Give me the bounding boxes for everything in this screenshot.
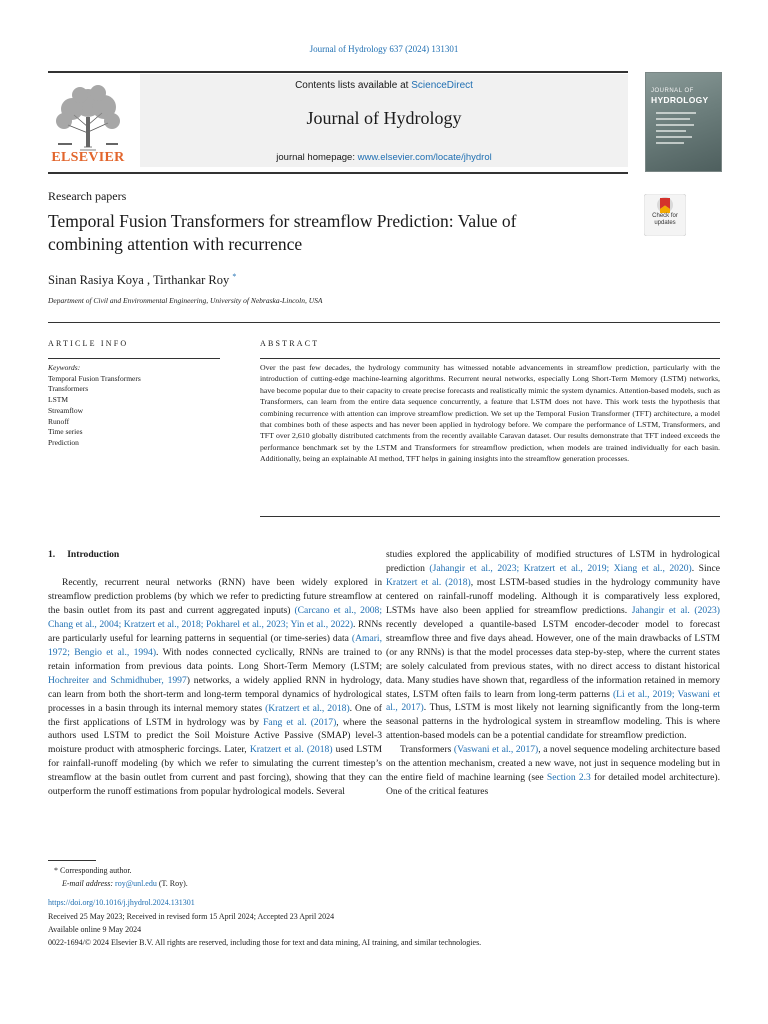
body-text-run: . One of the first applications of LSTM in hydrology was by bbox=[48, 702, 382, 728]
cover-decoration bbox=[656, 130, 686, 132]
cover-decoration bbox=[656, 142, 684, 144]
body-text-run: . RNNs are particularly useful for learning patterns in sequential (or time-series) data bbox=[48, 618, 382, 644]
journal-citation-link[interactable]: Journal of Hydrology 637 (2024) 131301 bbox=[309, 44, 459, 54]
journal-cover-image[interactable] bbox=[645, 72, 722, 172]
body-column-right bbox=[386, 548, 720, 799]
abstract-heading: ABSTRACT bbox=[260, 339, 320, 348]
doi-link[interactable]: https://doi.org/10.1016/j.jhydrol.2024.131301 bbox=[48, 898, 195, 907]
citation-link[interactable]: (Kratzert et al., 2018) bbox=[265, 702, 350, 714]
cover-decoration bbox=[656, 118, 690, 120]
article-section-label: Research papers bbox=[48, 189, 127, 203]
elsevier-wordmark: ELSEVIER bbox=[51, 150, 125, 165]
corresponding-author-mark[interactable]: * bbox=[232, 272, 237, 281]
contents-prefix: Contents lists available at bbox=[295, 80, 412, 91]
citation-link[interactable]: (Li et al., 2019; Vaswani et al., 2017) bbox=[386, 688, 720, 714]
contents-line bbox=[140, 80, 628, 91]
keyword-item: Transformers bbox=[48, 384, 89, 394]
citation-link[interactable]: Kratzert et al. (2018) bbox=[386, 576, 471, 588]
keywords-list bbox=[48, 363, 228, 449]
citation-link[interactable]: (Amari, 1972; Bengio et al., 1994) bbox=[48, 632, 382, 658]
citation-link[interactable]: Hochreiter and Schmidhuber, 1997 bbox=[48, 674, 187, 686]
keyword-item: Time series bbox=[48, 427, 83, 437]
body-text-run: used LSTM for rainfall-runoff modeling (by which we refer to simulating the current timestep’s streamflow at the basin outlet from current and past forcing), showing that they can outperform the runoff estimations from popular hydrological models. Several bbox=[48, 744, 382, 798]
abstract-text: Over the past few decades, the hydrology community has witnessed notable advancements in streamflow prediction, particularly with the introduction of cutting-edge machine-learning algorithms. Recurrent neural networks, especially Long Short-Term Memory (LSTM) networks, have become popular due to their capacity to create precise forecasts and realistically mimic the system dynamics. Attention-based models, such as Transformers, can learn from the entire data sequence concurrently, a feature that LSTM does not have. This work tests the hypothesis that combining recurrence with attention can improve streamflow prediction. We set up the Temporal Fusion Transformer (TFT) architecture, a model that combines both of these aspects and has never been applied in hydrology before. We compare the performance of LSTM, Transformers, and TFT over 2,610 globally distributed catchments from the recently available Caravan dataset. Our results demonstrate that TFT indeed exceeds the performance benchmark set by the LSTM and Transformers for streamflow prediction, when models are trained individually for each basin. Additionally, being an explainable AI method, TFT helps in gaining insights into the streamflow generation processes. bbox=[260, 363, 720, 464]
available-online-date: Available online 9 May 2024 bbox=[48, 925, 142, 934]
sciencedirect-link[interactable]: ScienceDirect bbox=[411, 80, 473, 91]
abstract-rule bbox=[260, 358, 720, 359]
introduction-heading bbox=[48, 549, 131, 560]
keywords-label: Keywords: bbox=[48, 363, 81, 372]
body-text-run: , a novel sequence modeling architecture based on the attention mechanism, created a new wave, not just in sequence modeling but in the entire field of machine learning (see bbox=[386, 744, 720, 784]
crossmark-label: Check for updates bbox=[652, 213, 678, 226]
citation-link[interactable]: Kratzert et al. (2018) bbox=[249, 744, 333, 756]
cover-decoration bbox=[656, 112, 696, 114]
citation-link[interactable]: Fang et al. (2017) bbox=[263, 716, 337, 728]
article-title bbox=[48, 210, 618, 256]
keyword-item: LSTM bbox=[48, 395, 69, 405]
section-number: 1. bbox=[48, 549, 56, 560]
article-title-line-2: combining attention with recurrence bbox=[48, 234, 303, 254]
article-info-rule bbox=[48, 358, 220, 359]
homepage-line bbox=[140, 152, 628, 163]
abstract-bottom-rule bbox=[260, 516, 720, 517]
body-paragraph bbox=[386, 743, 720, 799]
corresponding-author-note bbox=[54, 866, 132, 875]
article-title-line-1: Temporal Fusion Transformers for streamflow Prediction: Value of bbox=[48, 211, 517, 231]
author-names: Sinan Rasiya Koya , Tirthankar Roy bbox=[48, 273, 230, 288]
body-text-run: Recently, recurrent neural networks (RNN) have been widely explored in streamflow prediction problems (by which we refer to predicting future streamflow at the basin outlet from its past and current aggregated inputs) bbox=[48, 577, 382, 616]
keyword-item: Streamflow bbox=[48, 405, 83, 415]
body-paragraph bbox=[386, 548, 720, 743]
keyword-item: Runoff bbox=[48, 416, 70, 426]
body-paragraph bbox=[48, 576, 382, 799]
cover-title-main: HYDROLOGY bbox=[651, 95, 709, 105]
section-title: Introduction bbox=[67, 549, 120, 560]
citation-link[interactable]: (Jahangir et al., 2023; Kratzert et al., 2019; Xiang et al., 2020) bbox=[429, 562, 692, 574]
footnote-rule bbox=[48, 860, 96, 861]
keyword-item: Prediction bbox=[48, 437, 79, 447]
homepage-prefix: journal homepage: bbox=[276, 152, 358, 163]
journal-title: Journal of Hydrology bbox=[306, 108, 462, 128]
section-divider bbox=[48, 322, 720, 323]
header-rule-bottom bbox=[48, 172, 628, 174]
citation-link[interactable]: Section 2.3 bbox=[546, 772, 591, 784]
body-text-run: . With nodes connected cyclically, RNNs are trained to retain information from previous data points. Long Short-Term Memory (LSTM; bbox=[48, 646, 383, 672]
journal-homepage-link[interactable]: www.elsevier.com/locate/jhydrol bbox=[357, 152, 492, 163]
citation-link[interactable]: (Vaswani et al., 2017) bbox=[453, 744, 539, 756]
keyword-item: Temporal Fusion Transformers bbox=[48, 373, 141, 383]
email-note bbox=[62, 879, 188, 888]
footnote-text: Corresponding author. bbox=[60, 866, 132, 875]
body-text-run: , where the authors used LSTM to predict the Soil Moisture Active Passive (SMAP) level-3 moisture product with atmospheric forcings. Later, bbox=[48, 716, 382, 756]
body-text-run: recently developed a quantile-based LSTM encoder-decoder model to forecast streamflow three and five days ahead. However, one of the main drawbacks of LSTM (or any RNNs) is that the model processes data step-by-step, where the current states are solely calculated from previous states, with no direct access to distant historical data. Many studies have shown that, regardless of the information retained in memory states, LSTM often fails to learn from long-term patterns bbox=[386, 618, 720, 700]
cover-title-top: JOURNAL OF bbox=[651, 88, 694, 94]
received-dates: Received 25 May 2023; Received in revised form 15 April 2024; Accepted 23 April 2024 bbox=[48, 912, 335, 921]
email-label: E-mail address: bbox=[62, 879, 116, 888]
cover-decoration bbox=[656, 124, 694, 126]
email-suffix: (T. Roy). bbox=[156, 879, 188, 888]
footnote-mark: * bbox=[54, 866, 58, 875]
copyright-notice: 0022-1694/© 2024 Elsevier B.V. All rights are reserved, including those for text and data mining, AI training, and similar technologies. bbox=[48, 938, 482, 947]
body-column-left bbox=[48, 576, 382, 799]
author-list bbox=[48, 272, 236, 288]
body-text-run: studies explored the applicability of modified structures of LSTM in hydrological prediction bbox=[386, 549, 720, 574]
article-info-heading: ARTICLE INFO bbox=[48, 339, 129, 348]
body-text-run: , most LSTM-based studies in the hydrology community have centered on rainfall-runoff modeling. Although it is comparatively less explored, LSTMs have also been applied for streamflow predictions. bbox=[386, 576, 720, 616]
body-text-run: . Since bbox=[691, 562, 721, 574]
body-text-run: Transformers bbox=[400, 744, 454, 756]
header-rule-top bbox=[48, 71, 628, 73]
body-text-run: . Thus, LSTM is most likely not learning significantly from the long-term seasonal patterns in the hydrological system in streamflow modeling. This is where attention-based models can be a potential candidate for streamflow prediction. bbox=[386, 702, 720, 742]
email-link[interactable]: roy@unl.edu bbox=[115, 879, 157, 888]
author-affiliation: Department of Civil and Environmental Engineering, University of Nebraska-Lincoln, USA bbox=[48, 296, 323, 305]
citation-link[interactable]: Jahangir et al. (2023) bbox=[631, 604, 720, 616]
cover-decoration bbox=[656, 136, 692, 138]
body-text-run: for detailed model architecture). One of the critical features bbox=[386, 772, 720, 798]
citation-link[interactable]: (Carcano et al., 2008; Chang et al., 2004; Kratzert et al., 2018; Pokharel et al., 2023; Yin et al., 2022) bbox=[48, 604, 382, 630]
body-text-run: ) networks, a widely applied RNN in hydrology, can learn from both the short-term and long-term temporal dynamics of hydrological processes in a basin through its internal memory states bbox=[48, 674, 382, 714]
